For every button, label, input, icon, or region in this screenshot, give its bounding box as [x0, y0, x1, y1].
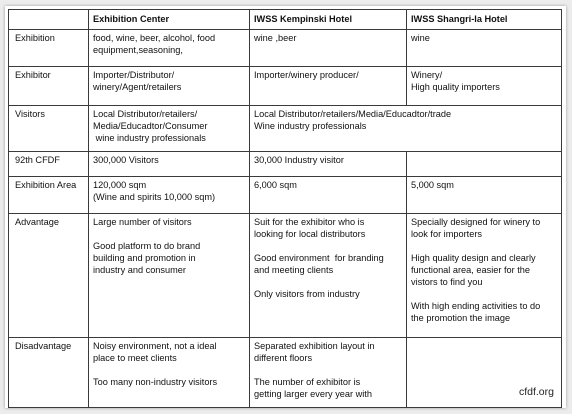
- cell-line: Good platform to do brand: [93, 241, 201, 251]
- cell-line: Specially designed for winery to: [411, 217, 541, 227]
- cell-line: vistors to find you: [411, 277, 483, 287]
- cell-line: Importer/winery producer/: [254, 70, 359, 80]
- cell-line: 120,000 sqm: [93, 180, 147, 190]
- header-shangri-la: IWSS Shangri-la Hotel: [407, 10, 562, 30]
- row-label-exhibitor: Exhibitor: [9, 67, 89, 106]
- cell-line: High quality design and clearly: [411, 253, 536, 263]
- header-kempinski: IWSS Kempinski Hotel: [250, 10, 407, 30]
- cell-line: place to meet clients: [93, 353, 177, 363]
- row-visitors: [9, 106, 562, 152]
- cell-line: Good environment for branding: [254, 253, 384, 263]
- header-row: [9, 10, 562, 30]
- row-label-cfdf: 92th CFDF: [9, 152, 89, 177]
- cell-line: Suit for the exhibitor who is: [254, 217, 365, 227]
- cell-line: Wine industry professionals: [254, 121, 367, 131]
- row-disadvantage: [9, 338, 562, 408]
- cell-exhibition-shangri-la: [407, 30, 562, 67]
- cell-area-kempinski: [250, 177, 407, 214]
- row-label-visitors: Visitors: [9, 106, 89, 152]
- row-exhibitor: [9, 67, 562, 106]
- cell-line: Importer/Distributor/: [93, 70, 175, 80]
- cell-line: Noisy environment, not a ideal: [93, 341, 217, 351]
- cell-advantage-shangri-la: [407, 214, 562, 338]
- cell-area-shangri-la: [407, 177, 562, 214]
- cell-line: 300,000 Visitors: [93, 155, 159, 165]
- cell-line: looking for local distributors: [254, 229, 366, 239]
- cell-line: Separated exhibition layout in: [254, 341, 375, 351]
- row-label-advantage: Advantage: [9, 214, 89, 338]
- cell-exhibition-center: [89, 30, 250, 67]
- row-label-exhibition-area: Exhibition Area: [9, 177, 89, 214]
- cell-line: 30,000 Industry visitor: [254, 155, 344, 165]
- cell-line: wine industry professionals: [93, 133, 206, 143]
- row-exhibition: [9, 30, 562, 67]
- row-exhibition-area: [9, 177, 562, 214]
- cell-line: Large number of visitors: [93, 217, 192, 227]
- cell-line: High quality importers: [411, 82, 500, 92]
- cell-line: look for importers: [411, 229, 482, 239]
- cell-line: industry and consumer: [93, 265, 186, 275]
- cell-line: Media/Educadtor/Consumer: [93, 121, 208, 131]
- header-exhibition-center: Exhibition Center: [89, 10, 250, 30]
- cell-line: functional area, easier for the: [411, 265, 530, 275]
- row-cfdf: [9, 152, 562, 177]
- row-label-disadvantage: Disadvantage: [9, 338, 89, 408]
- cell-exhibitor-center: [89, 67, 250, 106]
- cell-line: different floors: [254, 353, 313, 363]
- cell-disadvantage-center: [89, 338, 250, 408]
- cell-line: and meeting clients: [254, 265, 334, 275]
- cell-exhibitor-kempinski: [250, 67, 407, 106]
- cell-disadvantage-kempinski: [250, 338, 407, 408]
- header-empty: [9, 10, 89, 30]
- cell-line: Local Distributor/retailers/: [93, 109, 198, 119]
- cell-cfdf-kempinski: [250, 152, 407, 177]
- cell-line: equipment,seasoning,: [93, 45, 183, 55]
- cell-line: Too many non-industry visitors: [93, 377, 218, 387]
- cell-line: wine ,beer: [254, 33, 297, 43]
- cell-line: With high ending activities to do: [411, 301, 541, 311]
- cell-exhibition-kempinski: [250, 30, 407, 67]
- comparison-table: [8, 9, 562, 408]
- cell-advantage-center: [89, 214, 250, 338]
- cell-visitors-hotels: [250, 106, 562, 152]
- cell-advantage-kempinski: [250, 214, 407, 338]
- cell-line: 6,000 sqm: [254, 180, 297, 190]
- cell-cfdf-center: [89, 152, 250, 177]
- cell-line: building and promotion in: [93, 253, 196, 263]
- cell-area-center: [89, 177, 250, 214]
- row-advantage: [9, 214, 562, 338]
- cell-line: Winery/: [411, 70, 443, 80]
- cell-line: (Wine and spirits 10,000 sqm): [93, 192, 216, 202]
- cell-exhibitor-shangri-la: [407, 67, 562, 106]
- cell-line: the promotion the image: [411, 313, 511, 323]
- cell-line: Local Distributor/retailers/Media/Educadtor/trade: [254, 109, 452, 119]
- cell-line: Only visitors from industry: [254, 289, 360, 299]
- cell-line: winery/Agent/retailers: [93, 82, 182, 92]
- cell-line: wine: [411, 33, 430, 43]
- watermark-text: cfdf.org: [518, 386, 554, 398]
- cell-line: The number of exhibitor is: [254, 377, 361, 387]
- cell-cfdf-shangri-la: [407, 152, 562, 177]
- cell-visitors-center: [89, 106, 250, 152]
- document-sheet: [5, 6, 566, 408]
- cell-line: food, wine, beer, alcohol, food: [93, 33, 216, 43]
- row-label-exhibition: Exhibition: [9, 30, 89, 67]
- cell-line: 5,000 sqm: [411, 180, 454, 190]
- cell-line: getting larger every year with: [254, 389, 372, 399]
